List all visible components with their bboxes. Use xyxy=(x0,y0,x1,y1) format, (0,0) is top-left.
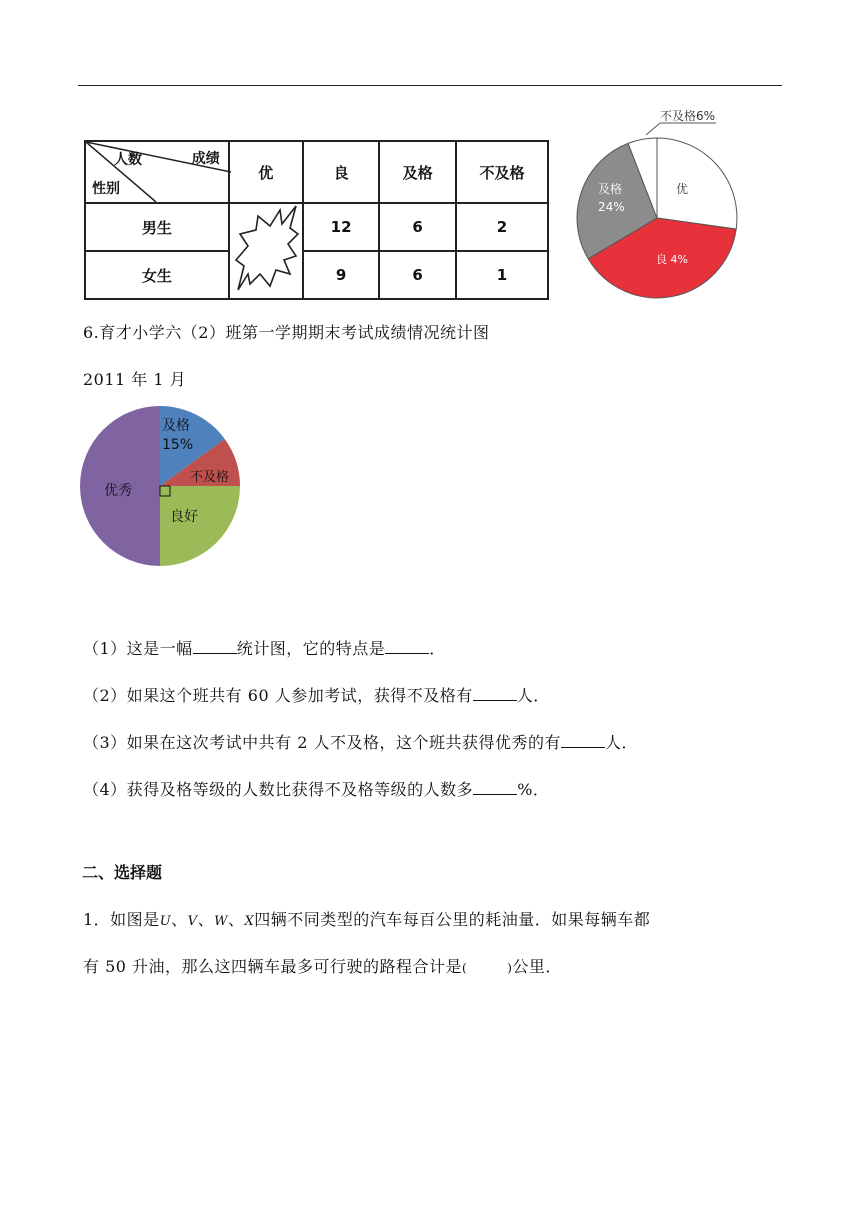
chart-date: 2011 年 1 月 xyxy=(83,370,187,389)
pie-label-pass-pct: 15% xyxy=(162,437,194,453)
q4-blank[interactable] xyxy=(473,780,517,795)
q1-text-c: ． xyxy=(429,639,446,658)
choice-1-line-2 xyxy=(83,954,562,977)
section-title-choice: 二、选择题 xyxy=(82,863,163,882)
top-rule xyxy=(78,85,782,86)
c1-text-a: 1．如图是 xyxy=(83,910,160,929)
slice-you xyxy=(657,138,737,229)
fail-label: 不及格6% xyxy=(660,109,716,123)
question-1 xyxy=(83,636,446,659)
sep-3: 、 xyxy=(227,910,245,929)
header-gender-label: 性别 xyxy=(92,181,120,197)
q1-blank-2[interactable] xyxy=(385,639,429,654)
var-v: V xyxy=(187,914,198,929)
sep-2: 、 xyxy=(197,910,215,929)
score-table xyxy=(84,140,549,300)
answer-paren-close: ) xyxy=(507,961,513,975)
q3-text-a: （3）如果在这次考试中共有 2 人不及格，这个班共获得优秀的有 xyxy=(83,733,562,752)
var-w: W xyxy=(214,914,228,929)
row-label-boys: 男生 xyxy=(85,203,229,251)
boys-fail: 2 xyxy=(456,203,548,251)
grade-pie-chart xyxy=(72,398,252,578)
pie-label-pass: 及格 xyxy=(162,418,190,434)
q1-text-b: 统计图，它的特点是 xyxy=(236,639,386,658)
var-x: X xyxy=(244,914,255,929)
fail-leader-line xyxy=(646,123,660,135)
col-header-pass: 及格 xyxy=(379,141,455,203)
sep-1: 、 xyxy=(171,910,188,929)
choice-1-line-1 xyxy=(83,907,650,930)
q6-title: 6.育才小学六（2）班第一学期期末考试成绩情况统计图 xyxy=(83,323,490,342)
pass-pct-label: 24% xyxy=(598,200,625,214)
torn-cell xyxy=(229,203,303,299)
c1-text-d: 公里． xyxy=(512,957,562,976)
q2-blank[interactable] xyxy=(473,686,517,701)
girls-fail: 1 xyxy=(456,251,548,299)
q3-text-b: 人． xyxy=(605,733,639,752)
col-header-fail: 不及格 xyxy=(456,141,548,203)
pie-label-good: 良好 xyxy=(170,509,198,525)
diagonal-header-cell xyxy=(85,141,229,203)
question-2 xyxy=(83,683,550,706)
q1-blank-1[interactable] xyxy=(193,639,237,654)
pie-label-fail: 不及格 xyxy=(190,470,230,485)
girls-pass: 6 xyxy=(379,251,455,299)
answer-paren-open: ( xyxy=(462,961,468,975)
good-label: 良 4% xyxy=(656,253,688,266)
q2-text-a: （2）如果这个班共有 60 人参加考试，获得不及格有 xyxy=(83,686,473,705)
col-header-you: 优 xyxy=(229,141,303,203)
q2-text-b: 人． xyxy=(516,686,550,705)
pie-slice-good xyxy=(160,486,240,566)
pie-label-excellent: 优秀 xyxy=(104,483,132,499)
boys-pass: 6 xyxy=(379,203,455,251)
var-u: U xyxy=(159,914,172,929)
boys-liang: 12 xyxy=(303,203,380,251)
question-4 xyxy=(83,777,549,800)
torn-burst-icon xyxy=(230,204,302,294)
q1-text-a: （1）这是一幅 xyxy=(83,639,193,658)
c1-text-b: 四辆不同类型的汽车每百公里的耗油量．如果每辆车都 xyxy=(254,910,651,929)
row-label-girls: 女生 xyxy=(85,251,229,299)
q4-text-b: %． xyxy=(517,780,550,799)
header-grade-label: 成绩 xyxy=(191,151,220,167)
you-label: 优 xyxy=(676,182,689,196)
q3-blank[interactable] xyxy=(561,733,605,748)
pass-label: 及格 xyxy=(598,182,623,196)
q4-text-a: （4）获得及格等级的人数比获得不及格等级的人数多 xyxy=(83,780,474,799)
girls-liang: 9 xyxy=(303,251,380,299)
header-count-label: 人数 xyxy=(114,152,142,168)
score-pie-chart xyxy=(570,105,750,305)
question-3 xyxy=(83,730,638,753)
col-header-liang: 良 xyxy=(303,141,380,203)
c1-text-c: 有 50 升油，那么这四辆车最多可行驶的路程合计是 xyxy=(83,957,463,976)
